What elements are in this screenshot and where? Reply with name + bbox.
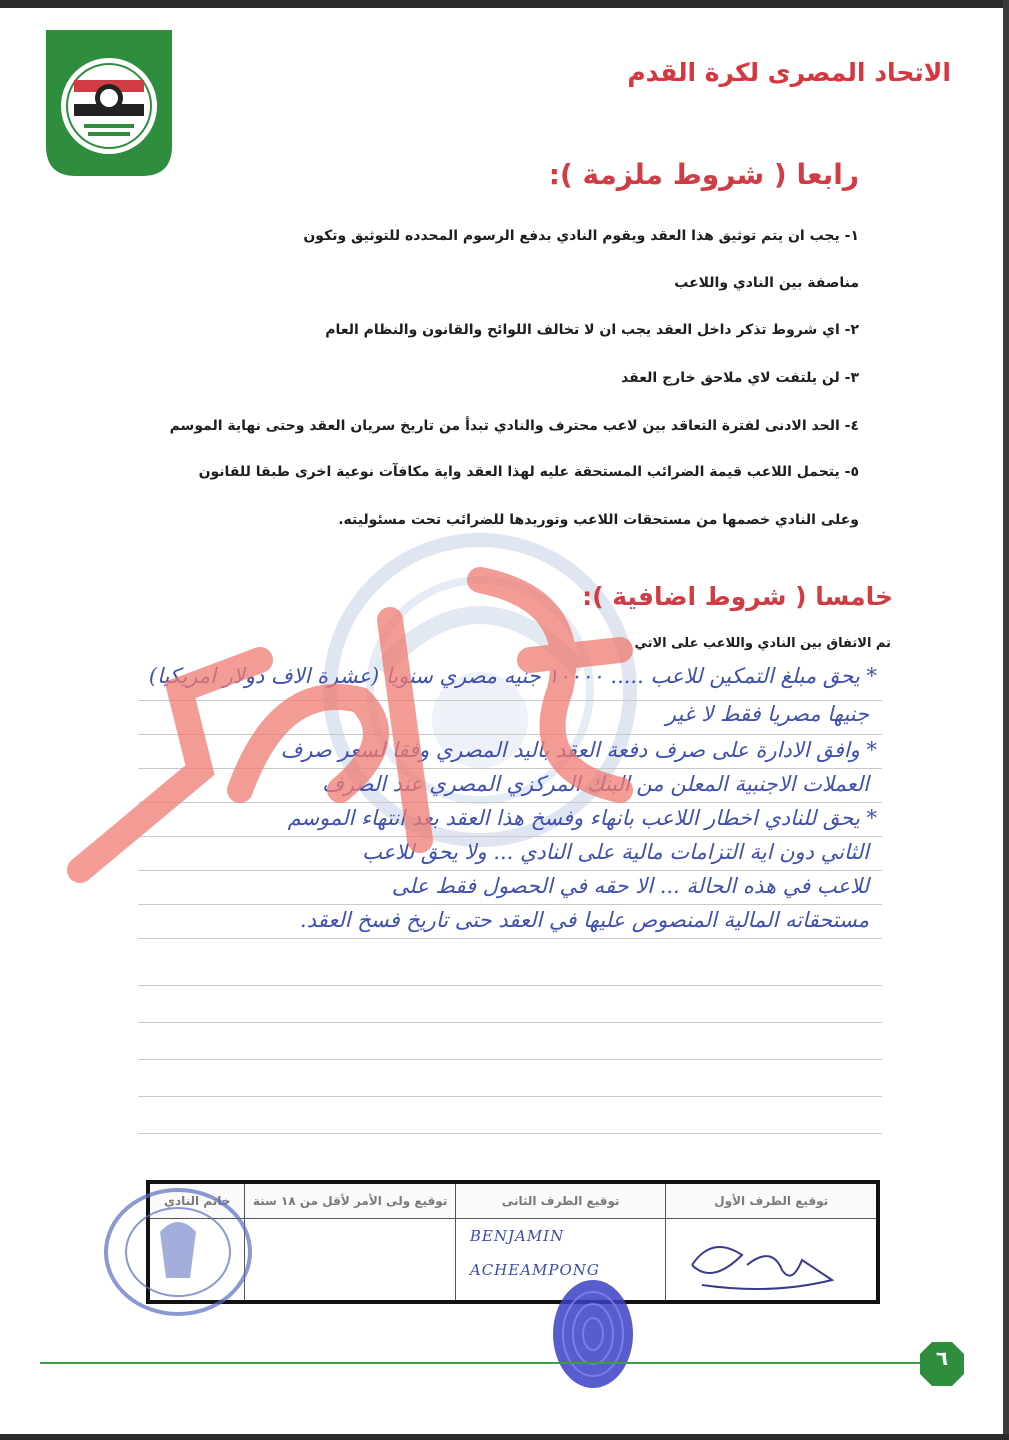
handwritten-line-6: الثاني دون اية التزامات مالية على النادي ... ولا يحق للاعب [362, 840, 869, 864]
handwritten-line-7: للاعب في هذه الحالة ... الا حقه في الحصول فقط على [391, 874, 869, 898]
player-name-line-1: BENJAMIN [469, 1227, 565, 1245]
handwritten-line-5: * يحق للنادي اخطار اللاعب بانهاء وفسخ هذا العقد بعد انتهاء الموسم [287, 806, 877, 830]
writing-line [138, 1022, 882, 1023]
first-party-signature [652, 1225, 842, 1305]
handwritten-line-2: جنيها مصريا فقط لا غير [665, 702, 869, 726]
club-stamp-label: خاتم النادي [150, 1184, 244, 1219]
first-party-column [665, 1184, 876, 1300]
red-stamp-overlay [60, 540, 660, 900]
first-party-label: توقيع الطرف الأول [666, 1184, 876, 1219]
scan-bottom-edge [0, 1434, 1009, 1440]
section5-title: خامسا ( شروط اضافية ): [582, 582, 893, 611]
writing-line [138, 1059, 882, 1060]
section5-intro: تم الاتفاق بين النادي واللاعب على الاتي [634, 636, 891, 651]
writing-line [138, 904, 882, 905]
section4-line-3: ٢- اي شروط تذكر داخل العقد يجب ان لا تخالف اللوائح والقانون والنظام العام [325, 322, 859, 338]
section4-line-4: ٣- لن يلتفت لاي ملاحق خارج العقد [621, 370, 859, 386]
second-party-label: توقيع الطرف الثانى [456, 1184, 666, 1219]
section4-line-7: وعلى النادي خصمها من مستحقات اللاعب وتوريدها للضرائب تحت مسئوليته. [338, 512, 859, 528]
writing-line [138, 938, 882, 939]
scan-top-edge [0, 0, 1009, 8]
first-party-signature-area [666, 1219, 876, 1300]
handwritten-line-1: * يحق مبلغ التمكين للاعب ..... ١٠٠٠٠ جنيه مصري سنويا (عشرة الاف دولار امريكيا) [148, 664, 877, 688]
federation-title: الاتحاد المصرى لكرة القدم [627, 58, 951, 87]
page-number: ٦ [935, 1346, 949, 1370]
writing-line [138, 1133, 882, 1134]
guardian-column [244, 1184, 455, 1300]
footer-line [40, 1362, 920, 1364]
guardian-label: توقيع ولى الأمر لأقل من ١٨ سنة [245, 1184, 455, 1219]
player-name-line-2: ACHEAMPONG [469, 1261, 600, 1279]
writing-line [138, 1096, 882, 1097]
fingerprint [548, 1276, 638, 1392]
egyptian-fa-logo [44, 28, 174, 178]
club-stamp-seal [98, 1182, 258, 1322]
section4-line-5: ٤- الحد الادنى لفترة التعاقد بين لاعب محترف والنادي تبدأ من تاريخ سريان العقد وحتى نهاية الموسم [169, 418, 859, 434]
writing-line [138, 985, 882, 986]
guardian-signature-area [245, 1219, 455, 1300]
section4-line-6: ٥- يتحمل اللاعب قيمة الضرائب المستحقة عليه لهذا العقد واية مكافآت نوعية اخرى طبقا للقانون [198, 464, 859, 480]
section4-title: رابعا ( شروط ملزمة ): [548, 158, 859, 191]
handwritten-line-4: العملات الاجنبية المعلن من البنك المركزي المصري عند الصرف [322, 772, 869, 796]
scan-right-edge [1003, 0, 1009, 1440]
handwritten-line-3: * وافق الادارة على صرف دفعة العقد باليد المصري وفقا لسعر صرف [280, 738, 877, 762]
section4-line-2: مناصفة بين النادي واللاعب [674, 275, 859, 291]
handwritten-line-8: مستحقاته المالية المنصوص عليها في العقد حتى تاريخ فسخ العقد. [299, 908, 869, 932]
section4-line-1: ١- يجب ان يتم توثيق هذا العقد ويقوم النادي بدفع الرسوم المحدده للتوثيق وتكون [303, 228, 859, 244]
